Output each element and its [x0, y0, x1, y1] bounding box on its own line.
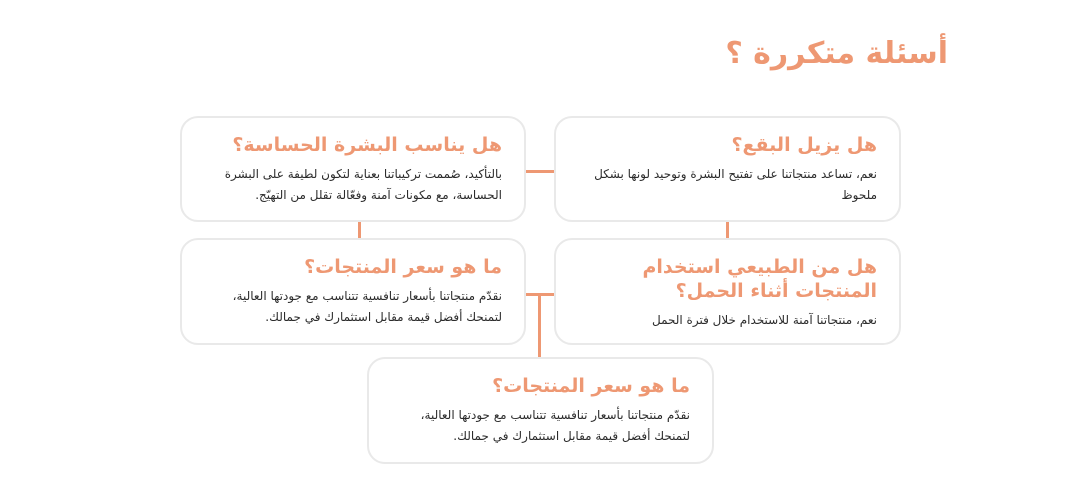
faq-question: هل يناسب البشرة الحساسة؟: [232, 134, 502, 156]
faq-answer: نقدّم منتجاتنا بأسعار تنافسية تتناسب مع جودتها العالية، لتمنحك أفضل قيمة مقابل استثمارك في جمالك.: [232, 288, 502, 324]
faq-card[interactable]: [367, 357, 714, 464]
faq-card[interactable]: [180, 116, 526, 222]
connector-line: [726, 220, 729, 240]
faq-card[interactable]: [554, 238, 901, 345]
faq-question: هل يزيل البقع؟: [731, 134, 877, 156]
faq-question: ما هو سعر المنتجات؟: [492, 375, 690, 397]
connector-line: [524, 170, 556, 173]
faq-answer: نعم، منتجاتنا آمنة للاستخدام خلال فترة الحمل: [651, 312, 877, 327]
faq-card[interactable]: [180, 238, 526, 345]
connector-line: [358, 220, 361, 240]
page-title: أسئلة متكررة ؟: [725, 36, 948, 71]
faq-answer: نقدّم منتجاتنا بأسعار تنافسية تتناسب مع جودتها العالية، لتمنحك أفضل قيمة مقابل استثمارك في جمالك.: [420, 407, 690, 443]
faq-card[interactable]: [554, 116, 901, 222]
connector-line: [538, 293, 541, 359]
faq-answer: بالتأكيد، صُممت تركيباتنا بعناية لتكون لطيفة على البشرة الحساسة، مع مكونات آمنة وفعّالة تقلل من التهيّج.: [224, 166, 502, 202]
faq-answer: نعم، تساعد منتجاتنا على تفتيح البشرة وتوحيد لونها بشكل ملحوظ: [594, 166, 877, 202]
faq-question: هل من الطبيعي استخدام المنتجات أثناء الحمل؟: [642, 256, 877, 302]
faq-question: ما هو سعر المنتجات؟: [304, 256, 502, 278]
